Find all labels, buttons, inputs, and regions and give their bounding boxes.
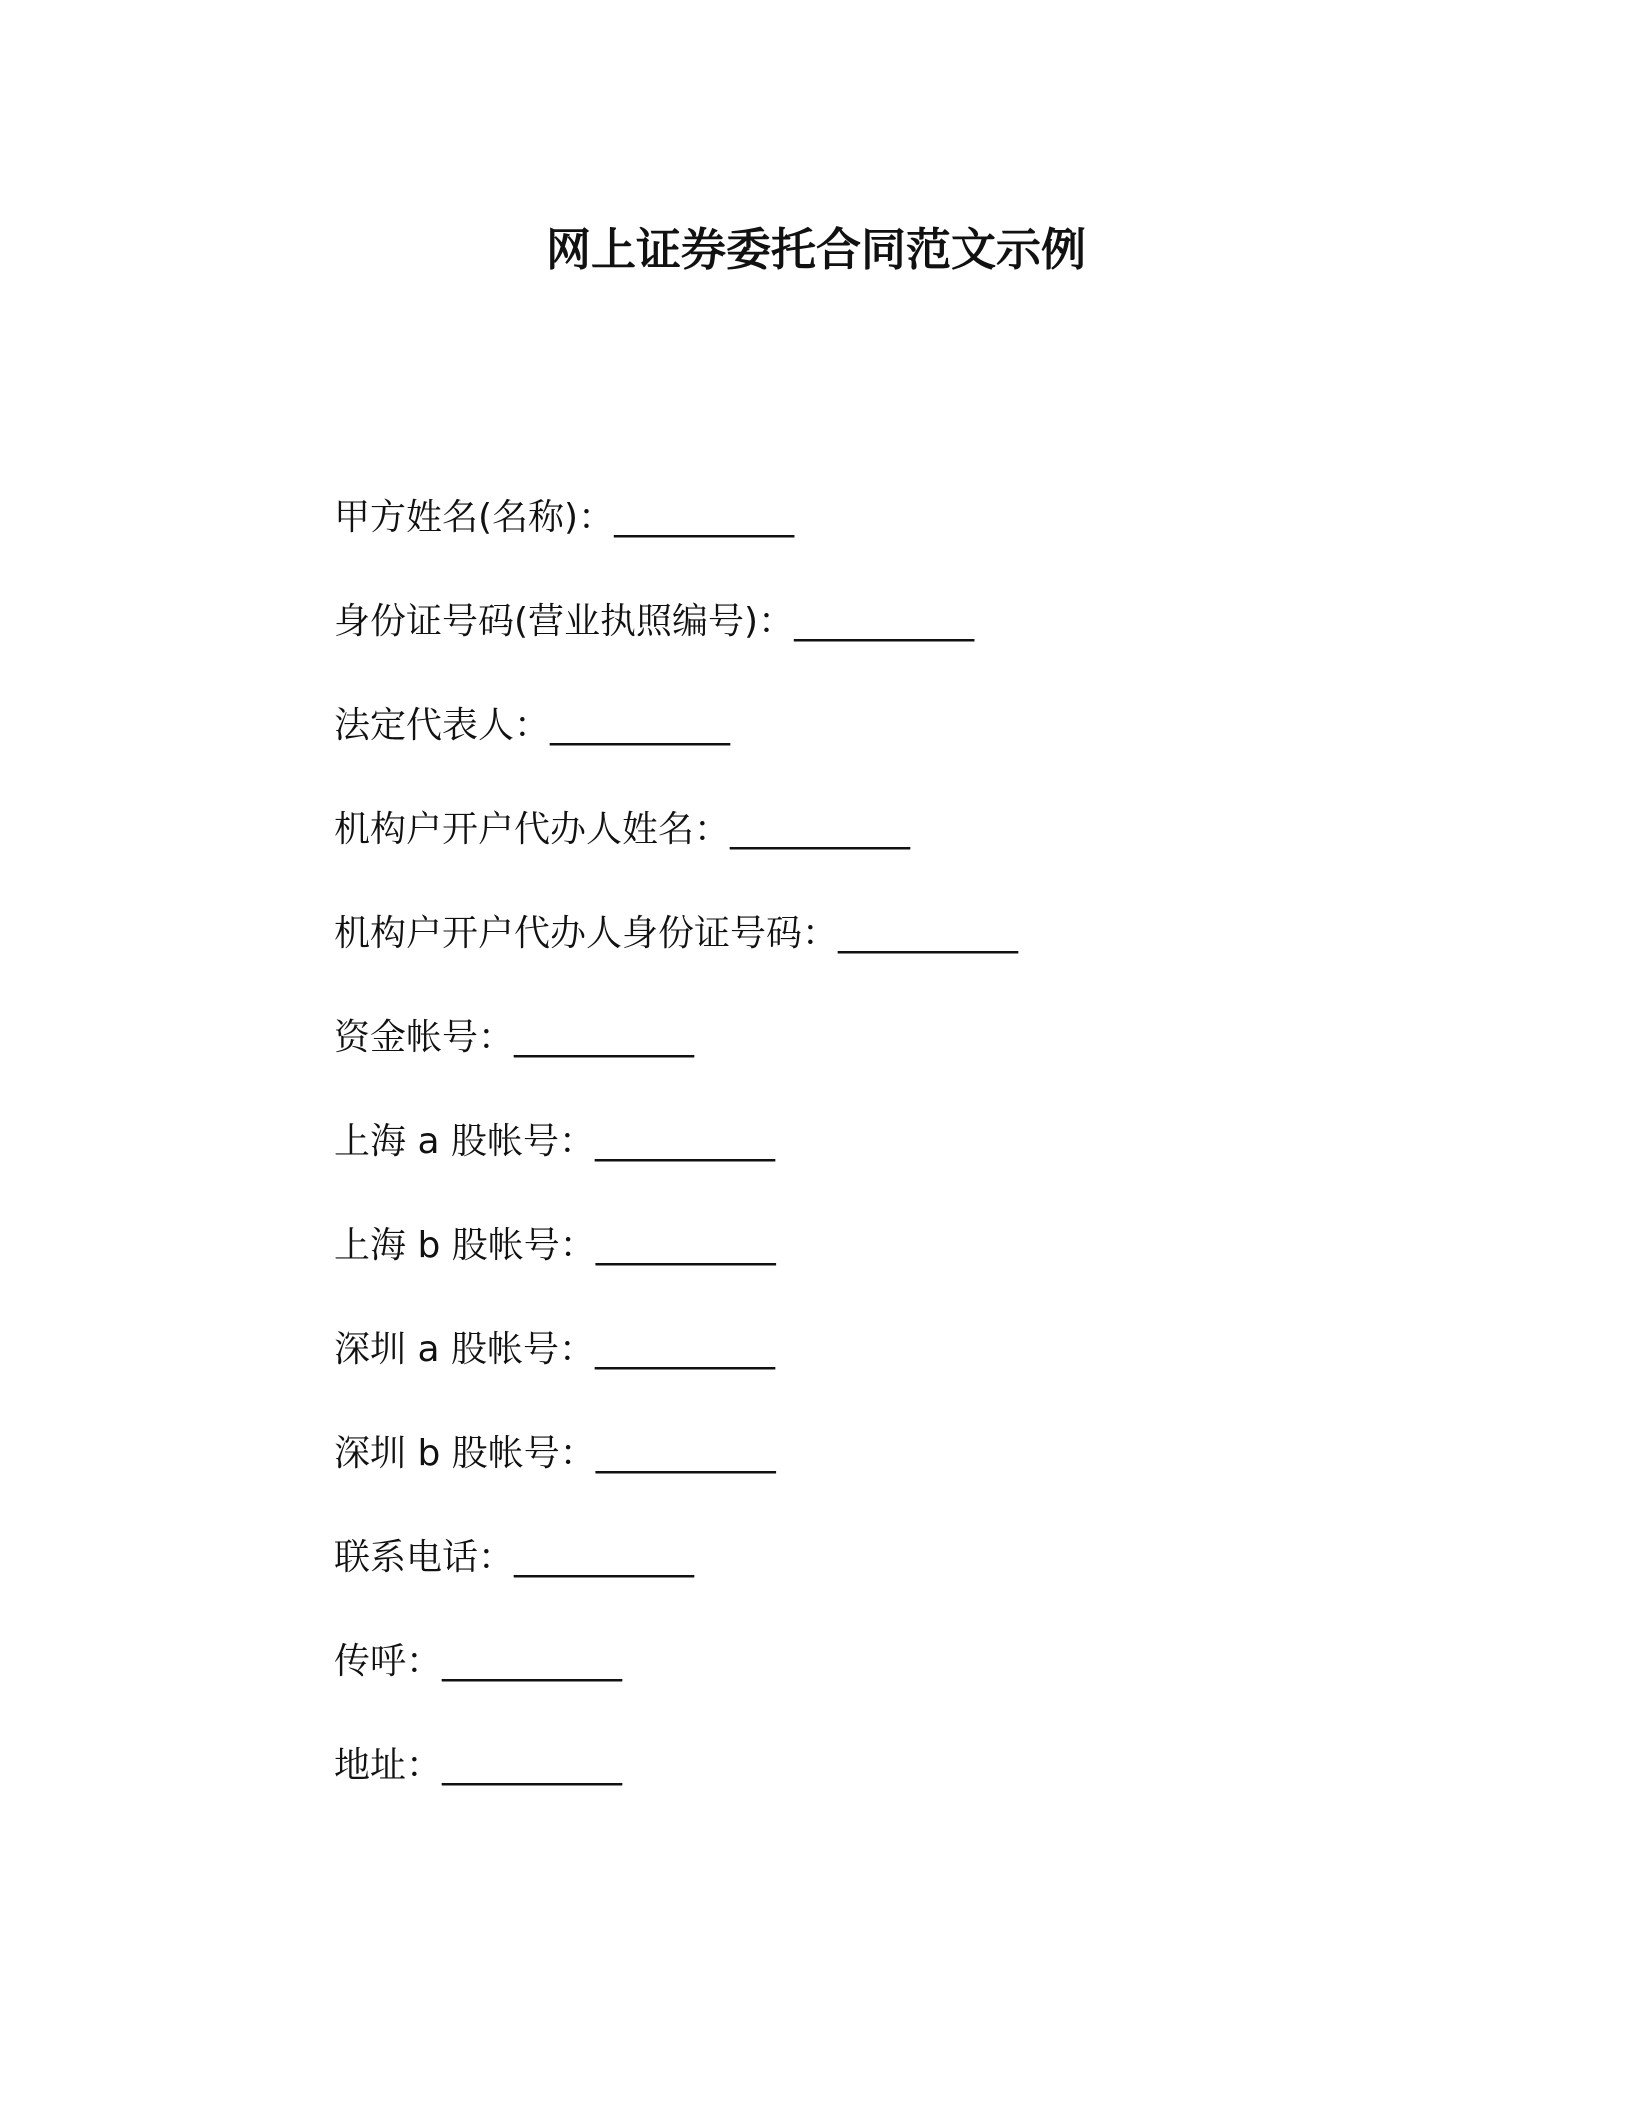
field-agent-id-number bbox=[334, 906, 1434, 1010]
field-party-a-name bbox=[334, 490, 1434, 594]
fill-in-blank: __________ bbox=[614, 497, 795, 538]
fill-in-blank: __________ bbox=[442, 1745, 623, 1786]
field-label: 联系电话： bbox=[334, 1537, 515, 1578]
fill-in-blank: __________ bbox=[838, 913, 1019, 954]
field-fund-account bbox=[334, 1010, 1434, 1114]
field-label: 身份证号码(营业执照编号)： bbox=[334, 601, 795, 642]
field-label: 甲方姓名(名称)： bbox=[334, 497, 615, 538]
field-label: 法定代表人： bbox=[334, 705, 551, 746]
fill-in-blank: __________ bbox=[594, 1329, 775, 1370]
field-label: 上海 a 股帐号： bbox=[334, 1121, 595, 1162]
field-agent-name bbox=[334, 802, 1434, 906]
fill-in-blank: __________ bbox=[550, 705, 731, 746]
field-label: 深圳 a 股帐号： bbox=[334, 1329, 595, 1370]
field-pager bbox=[334, 1634, 1434, 1738]
document-title: 网上证券委托合同范文示例 bbox=[545, 223, 1086, 276]
fill-in-blank: __________ bbox=[514, 1537, 695, 1578]
fill-in-blank: __________ bbox=[594, 1121, 775, 1162]
field-id-number bbox=[334, 594, 1434, 698]
field-legal-representative bbox=[334, 698, 1434, 802]
field-label: 地址： bbox=[334, 1745, 443, 1786]
field-shenzhen-a-account bbox=[334, 1322, 1434, 1426]
field-label: 上海 b 股帐号： bbox=[334, 1225, 596, 1266]
fill-in-blank: __________ bbox=[442, 1641, 623, 1682]
fill-in-blank: __________ bbox=[730, 809, 911, 850]
fill-in-blank: __________ bbox=[595, 1433, 776, 1474]
field-label: 传呼： bbox=[334, 1641, 443, 1682]
form-fields bbox=[334, 490, 1434, 1842]
field-phone bbox=[334, 1530, 1434, 1634]
field-address bbox=[334, 1738, 1434, 1842]
field-shanghai-b-account bbox=[334, 1218, 1434, 1322]
field-shanghai-a-account bbox=[334, 1114, 1434, 1218]
fill-in-blank: __________ bbox=[794, 601, 975, 642]
fill-in-blank: __________ bbox=[595, 1225, 776, 1266]
field-label: 资金帐号： bbox=[334, 1017, 515, 1058]
fill-in-blank: __________ bbox=[514, 1017, 695, 1058]
field-label: 机构户开户代办人姓名： bbox=[334, 809, 731, 850]
field-label: 深圳 b 股帐号： bbox=[334, 1433, 596, 1474]
field-shenzhen-b-account bbox=[334, 1426, 1434, 1530]
field-label: 机构户开户代办人身份证号码： bbox=[334, 913, 839, 954]
